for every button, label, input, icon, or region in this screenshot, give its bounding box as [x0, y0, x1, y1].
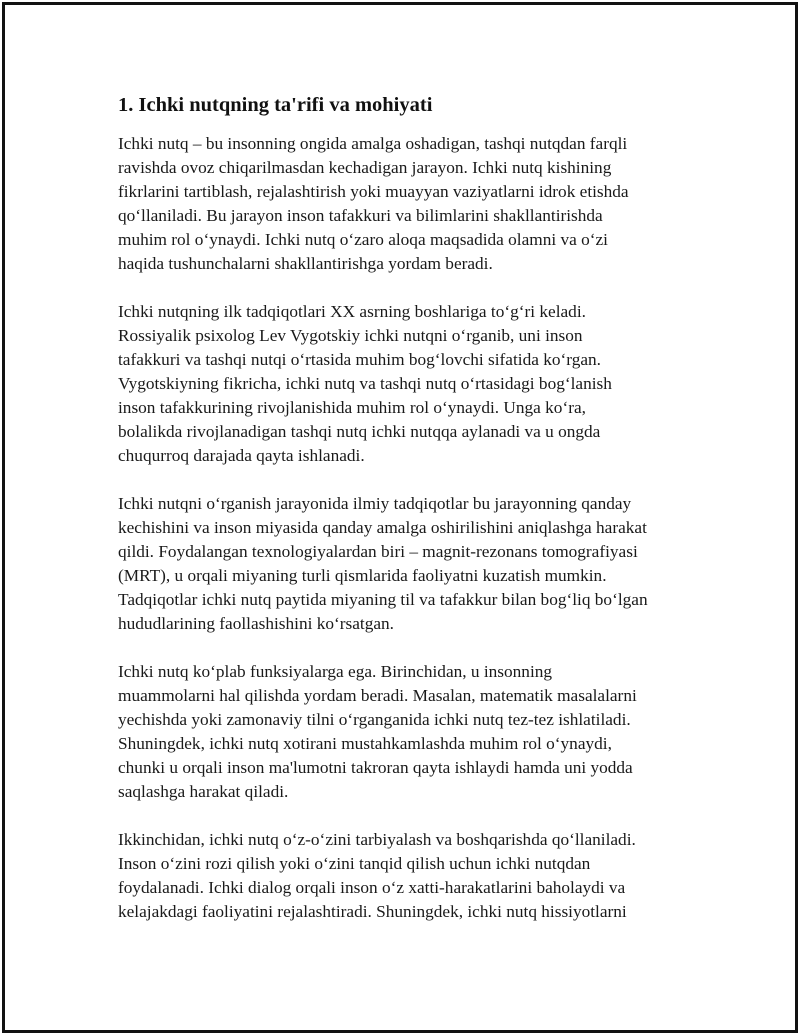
paragraph — [118, 300, 688, 468]
text-line: Ichki nutqni o‘rganish jarayonida ilmiy tadqiqotlar bu jarayonning qanday — [118, 494, 632, 513]
paragraph — [118, 828, 688, 924]
text-line: (MRT), u orqali miyaning turli qismlarida faoliyatni kuzatish mumkin. — [118, 566, 607, 585]
text-line: haqida tushunchalarni shakllantirishga yordam beradi. — [118, 254, 493, 273]
text-line: chunki u orqali inson ma'lumotni takroran qayta ishlaydi hamda uni yodda — [118, 758, 633, 777]
section-heading: 1. Ichki nutqning ta'rifi va mohiyati — [118, 94, 433, 116]
paragraph — [118, 660, 688, 804]
text-line: hududlarining faollashishini ko‘rsatgan. — [118, 614, 394, 633]
text-line: muhim rol o‘ynaydi. Ichki nutq o‘zaro aloqa maqsadida olamni va o‘zi — [118, 230, 608, 249]
text-line: foydalanadi. Ichki dialog orqali inson o‘z xatti-harakatlarini baholaydi va — [118, 878, 626, 897]
text-line: tafakkuri va tashqi nutqi o‘rtasida muhim bog‘lovchi sifatida ko‘rgan. — [118, 350, 601, 369]
text-line: fikrlarini tartiblash, rejalashtirish yoki muayyan vaziyatlarni idrok etishda — [118, 182, 629, 201]
text-line: ravishda ovoz chiqarilmasdan kechadigan jarayon. Ichki nutq kishining — [118, 158, 612, 177]
text-line: kechishini va inson miyasida qanday amalga oshirilishini aniqlashga harakat — [118, 518, 647, 537]
paragraph — [118, 132, 688, 276]
text-line: Ikkinchidan, ichki nutq o‘z-o‘zini tarbiyalash va boshqarishda qo‘llaniladi. — [118, 830, 636, 849]
paragraph — [118, 492, 688, 636]
text-line: qildi. Foydalangan texnologiyalardan biri – magnit-rezonans tomografiyasi — [118, 542, 638, 561]
text-line: yechishda yoki zamonaviy tilni o‘rganganida ichki nutq tez-tez ishlatiladi. — [118, 710, 631, 729]
text-line: kelajakdagi faoliyatini rejalashtiradi. Shuningdek, ichki nutq hissiyotlarni — [118, 902, 627, 921]
text-line: Ichki nutq ko‘plab funksiyalarga ega. Birinchidan, u insonning — [118, 662, 553, 681]
text-line: muammolarni hal qilishda yordam beradi. Masalan, matematik masalalarni — [118, 686, 637, 705]
text-line: chuqurroq darajada qayta ishlanadi. — [118, 446, 365, 465]
text-line: Vygotskiyning fikricha, ichki nutq va tashqi nutq o‘rtasidagi bog‘lanish — [118, 374, 612, 393]
text-line: Ichki nutq – bu insonning ongida amalga oshadigan, tashqi nutqdan farqli — [118, 134, 628, 153]
text-line: Shuningdek, ichki nutq xotirani mustahkamlashda muhim rol o‘ynaydi, — [118, 734, 612, 753]
text-line: saqlashga harakat qiladi. — [118, 782, 289, 801]
text-line: bolalikda rivojlanadigan tashqi nutq ichki nutqqa aylanadi va u ongda — [118, 422, 601, 441]
text-line: Inson o‘zini rozi qilish yoki o‘zini tanqid qilish uchun ichki nutqdan — [118, 854, 591, 873]
text-line: qo‘llaniladi. Bu jarayon inson tafakkuri va bilimlarini shakllantirishda — [118, 206, 603, 225]
text-line: inson tafakkurining rivojlanishida muhim rol o‘ynaydi. Unga ko‘ra, — [118, 398, 586, 417]
text-line: Tadqiqotlar ichki nutq paytida miyaning til va tafakkur bilan bog‘liq bo‘lgan — [118, 590, 648, 609]
text-line: Rossiyalik psixolog Lev Vygotskiy ichki nutqni o‘rganib, uni inson — [118, 326, 583, 345]
document-body — [118, 92, 688, 948]
text-line: Ichki nutqning ilk tadqiqotlari XX asrning boshlariga to‘g‘ri keladi. — [118, 302, 586, 321]
